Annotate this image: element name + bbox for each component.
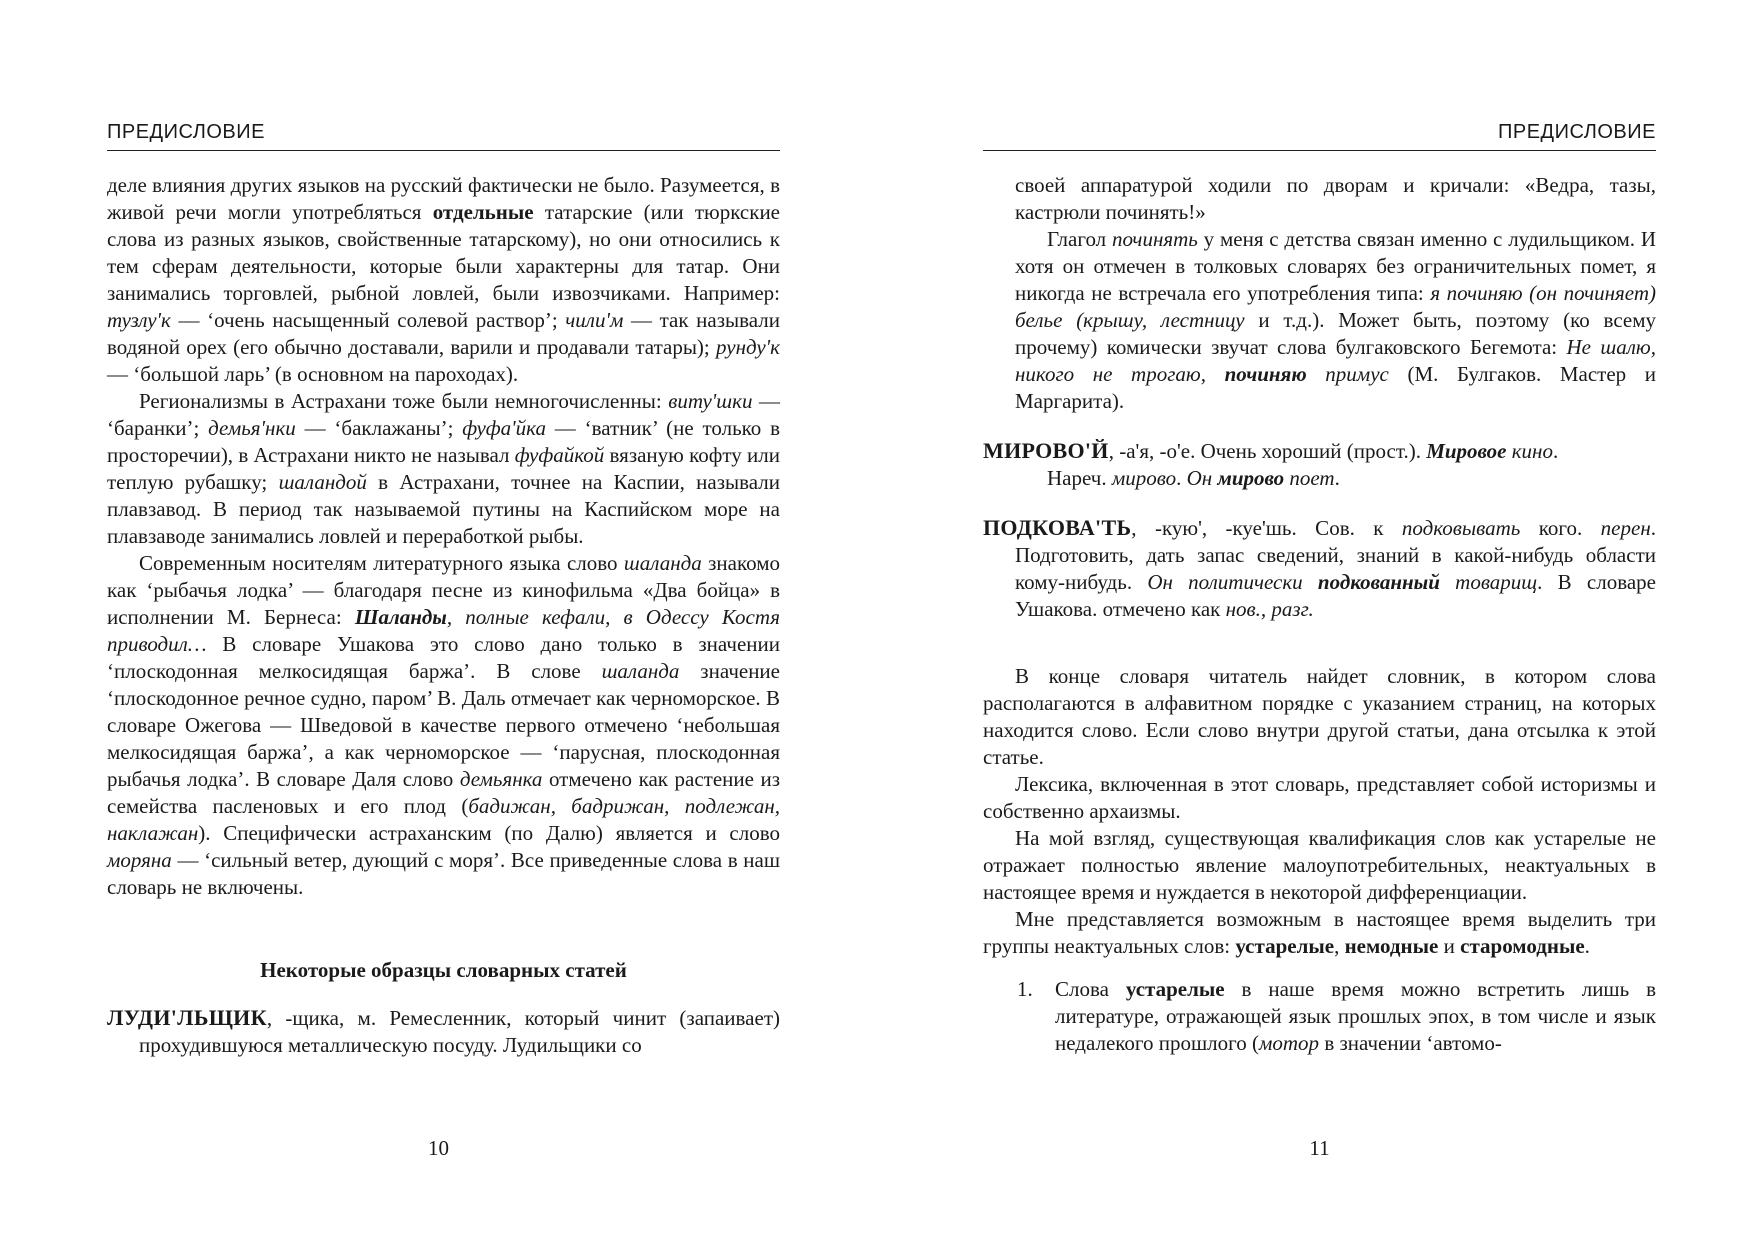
- page-number-right: 11: [1309, 1136, 1330, 1160]
- text-run: .: [1334, 466, 1340, 490]
- text-run: — ‘очень насыщенный солевой раствор’;: [170, 308, 566, 332]
- dictionary-entry-mirovoy-adverb: [983, 465, 1656, 492]
- bold-italic-term: Шаланды: [354, 605, 447, 629]
- text-run: .: [1176, 466, 1187, 490]
- text-run: .: [1584, 934, 1590, 958]
- paragraph-slovnik: В конце словаря читатель найдет словник, в котором слова располагаются в алфавитном порядке с указанием страниц, на которых находится слово. Если слово внутри другой статьи, дана отсылка к этой статье.: [983, 664, 1656, 769]
- text-run: и: [1438, 934, 1461, 958]
- bold-italic-term: починяю: [1224, 362, 1307, 386]
- italic-term: рунду'к: [716, 335, 780, 359]
- italic-term: поет: [1284, 466, 1335, 490]
- text-run: , -а'я, -о'е. Очень хороший (прост.).: [1108, 439, 1427, 463]
- paragraph-kvalifikaciya: На мой взгляд, существующая квалификация слов как устарелые не отражает полностью явление малоупотребительных, неактуальных в настоящее время и нуждается в некоторой дифференциации.: [983, 826, 1656, 904]
- italic-term: Не шалю, никого не трогаю,: [1015, 335, 1656, 386]
- text-run: — ‘баклажаны’;: [295, 416, 463, 440]
- italic-term: бадижан, бадрижан, подлежан, наклажан: [107, 794, 780, 845]
- text-run: — ‘баранки’;: [107, 389, 781, 440]
- italic-term: шаландой: [278, 470, 367, 494]
- text-run: — ‘ватник’ (не только в просторечии), в Астрахани никто не называл: [107, 416, 781, 467]
- paragraph-regionalisms: [107, 388, 780, 550]
- italic-term: шаланда: [623, 551, 702, 575]
- paragraph-tri-gruppy: [983, 906, 1656, 960]
- bold-italic-term: мирово: [1217, 466, 1285, 490]
- italic-term: Он политически: [1147, 570, 1318, 594]
- italic-term: мотор: [1258, 1031, 1320, 1055]
- text-run: — ‘большой ларь’ (в основном на пароходах).: [107, 362, 519, 386]
- numbered-item-1: [983, 976, 1656, 1057]
- italic-term: примус: [1306, 362, 1389, 386]
- text-run: Слова: [1055, 977, 1126, 1001]
- text-run: , -кую', -куе'шь. Сов. к: [1131, 516, 1402, 540]
- text-run: татарские (или тюркские слова из разных языков, свойственные татарскому), но они относились к тем сферам деятельности, которые были характерны для татар. Они занимались торговлей, рыбной ловлей, были извозчиками. Например:: [107, 200, 780, 305]
- text-run: Мне представляется возможным в настоящее время выделить три группы неактуальных слов:: [983, 907, 1656, 958]
- text-run: (М. Булгаков. Мастер и Маргарита).: [1015, 362, 1657, 413]
- italic-term: , полные кефали, в Одессу Костя приводил…: [107, 605, 781, 656]
- text-run: знакомо как ‘рыбачья лодка’ — благодаря песне из кинофильма «Два бойца» в исполнении М. Бернеса:: [107, 551, 780, 629]
- dictionary-entry-ludilshchik: [107, 1004, 780, 1059]
- page-number-left: 10: [428, 1136, 449, 1160]
- running-head-left: [107, 116, 780, 151]
- text-run: и т.д.). Может быть, поэтому (ко всему прочему) комически звучат слова булгаковского Бегемота:: [1015, 308, 1657, 359]
- text-run: ,: [1334, 934, 1345, 958]
- headword: МИРОВО'Й: [983, 438, 1109, 463]
- dictionary-entry-mirovoy: [983, 437, 1656, 465]
- left-page-text: [107, 172, 780, 1059]
- italic-term: подковывать: [1401, 516, 1521, 540]
- paragraph-shalanda: [107, 550, 780, 901]
- text-run: в значении ‘автомо-: [1319, 1031, 1502, 1055]
- italic-term: Он: [1186, 466, 1218, 490]
- italic-term: перен: [1600, 516, 1651, 540]
- right-page-text: [983, 172, 1656, 1057]
- italic-term: демья'нки: [208, 416, 296, 440]
- italic-term: я починяю (он починяет) белье (крышу, лестницу: [1015, 281, 1656, 332]
- text-run: Регионализмы в Астрахани тоже были немногочисленны:: [139, 389, 669, 413]
- bold-term: отдельные: [432, 200, 534, 224]
- italic-term: виту'шки: [668, 389, 753, 413]
- item-number: 1.: [1017, 977, 1033, 1001]
- paragraph-tatar-influence: [107, 172, 780, 388]
- text-run: в Астрахани, точнее на Каспии, называли плавзавод. В период так называемой путины на Каспийском море на плавзаводе занимались ловлей и переработкой рыбы.: [107, 470, 780, 548]
- entry-continuation: своей аппаратурой ходили по дворам и кричали: «Ведра, тазы, кастрюли починять!»: [1015, 173, 1656, 224]
- text-run: вязаную кофту или теплую рубашку;: [107, 443, 780, 494]
- bold-term: старомодные: [1460, 934, 1585, 958]
- italic-term: фуфа'йка: [462, 416, 546, 440]
- text-run: Нареч.: [1047, 466, 1112, 490]
- running-head-right: [983, 116, 1656, 151]
- italic-term: тузлу'к: [107, 308, 171, 332]
- bold-term: устарелые: [1125, 977, 1225, 1001]
- bold-term: немодные: [1344, 934, 1439, 958]
- dictionary-entry-podkovat: [983, 514, 1656, 623]
- running-head-text: ПРЕДИСЛОВИЕ: [107, 121, 265, 143]
- running-head-text: ПРЕДИСЛОВИЕ: [1498, 121, 1656, 143]
- bold-italic-term: Мировое: [1426, 439, 1507, 463]
- text-run: — ‘сильный ветер, дующий с моря’. Все приведенные слова в наш словарь не включены.: [107, 848, 780, 899]
- text-run: у меня с детства связан именно с лудильщиком. И хотя он отмечен в толковых словарях без ограничительных помет, я никогда не встречала его употребления типа:: [1015, 227, 1656, 305]
- italic-term: починять: [1111, 227, 1198, 251]
- bold-term: устарелые: [1235, 934, 1335, 958]
- text-run: — так называли водяной орех (его обычно доставали, варили и продавали татары);: [107, 308, 780, 359]
- italic-term: моряна: [107, 848, 172, 872]
- text-run: кого.: [1520, 516, 1601, 540]
- text-run: деле влияния других языков на русский фактически не было. Разумеется, в живой речи могли употребляться: [107, 173, 780, 224]
- text-run: отмечено как растение из семейства пасленовых и его плод (: [107, 767, 780, 818]
- section-heading: Некоторые образцы словарных статей: [260, 958, 627, 982]
- text-run: в наше время можно встретить лишь в литературе, отражающей язык прошлых эпох, в том числе и язык недалекого прошлого (: [1055, 977, 1656, 1055]
- italic-term: нов., разг.: [1225, 597, 1314, 621]
- text-run: .: [1552, 439, 1559, 463]
- text-run: , -щика, м. Ремесленник, который чинит (запаивает) прохудившуюся металлическую посуду. Лудильщики со: [139, 1006, 780, 1057]
- italic-term: мирово: [1111, 466, 1177, 490]
- headword: ПОДКОВА'ТЬ: [983, 515, 1132, 540]
- italic-term: товарищ: [1439, 570, 1538, 594]
- italic-term: кино: [1506, 439, 1553, 463]
- text-run: В словаре Ушакова это слово дано только в значении ‘плоскодонная мелкосидящая баржа’. В слове: [107, 632, 780, 683]
- italic-term: чили'м: [565, 308, 624, 332]
- bold-italic-term: подкованный: [1317, 570, 1440, 594]
- text-run: Современным носителям литературного языка слово: [139, 551, 624, 575]
- paragraph-glagol: [983, 226, 1656, 415]
- headword: ЛУДИ'ЛЬЩИК: [107, 1005, 267, 1030]
- text-run: . В словаре Ушакова. отмечено как: [1015, 570, 1656, 621]
- italic-term: шаланда: [601, 659, 680, 683]
- text-run: значение ‘плоскодонное речное судно, паром’ В. Даль отмечает как черноморское. В словаре Ожегова — Шведовой в качестве первого отмечено ‘небольшая мелкосидящая баржа’, а как черноморское — ‘парусная, плоскодонная рыбачья лодка’. В словаре Даля слово: [107, 659, 780, 791]
- italic-term: демьянка: [459, 767, 543, 791]
- paragraph-leksika: Лексика, включенная в этот словарь, представляет собой историзмы и собственно архаизмы.: [983, 772, 1656, 823]
- text-run: . Подготовить, дать запас сведений, знаний в какой-нибудь области кому-нибудь.: [1015, 516, 1656, 594]
- text-run: ). Специфически астраханским (по Далю) является и слово: [198, 821, 780, 845]
- italic-term: фуфайкой: [514, 443, 605, 467]
- text-run: Глагол: [1047, 227, 1112, 251]
